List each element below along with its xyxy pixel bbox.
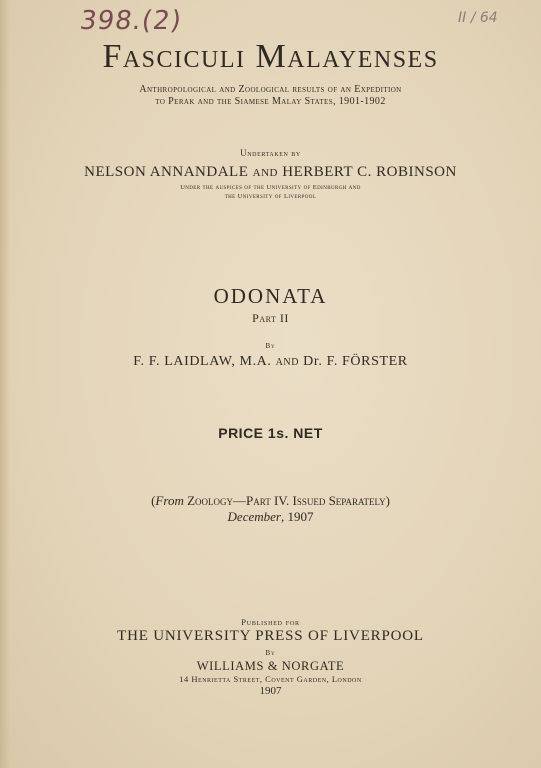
author-forster: Dr. F. FÖRSTER <box>303 354 408 369</box>
author-laidlaw: F. F. LAIDLAW, M.A. <box>133 354 272 369</box>
undertaken-by: Undertaken by <box>240 148 301 158</box>
origin-date <box>0 509 541 525</box>
auspices-line1: Under the auspices of the University of Edinburgh and <box>180 184 361 191</box>
origin-open-paren: ( <box>151 493 156 508</box>
press-name: THE UNIVERSITY PRESS OF LIVERPOOL <box>117 628 424 644</box>
corner-note-handwriting: II / 64 <box>458 10 498 26</box>
shelfmark-handwriting: 398.(2) <box>77 6 184 36</box>
auspices-line2: the University of Liverpool <box>224 193 317 200</box>
publisher-name: WILLIAMS & NORGATE <box>196 659 345 673</box>
authors <box>0 354 541 370</box>
authors-conjunction: and <box>275 354 300 369</box>
imprint-year: 1907 <box>259 685 282 697</box>
origin-rest: Zoology—Part IV. Issued Separately) <box>183 493 390 508</box>
price: PRICE 1s. NET <box>218 425 323 441</box>
expedition-leaders <box>0 164 541 181</box>
series-subtitle-line2: to Perak and the Siamese Malay States, 1901-1902 <box>155 96 386 107</box>
leaders-conjunction: and <box>252 164 278 180</box>
series-subtitle-line1: Anthropological and Zoological results of an Expedition <box>139 84 402 95</box>
by-label: By <box>265 342 276 350</box>
publisher-address: 14 Henrietta Street, Covent Garden, London <box>179 674 362 684</box>
leader-robinson: HERBERT C. ROBINSON <box>282 164 457 180</box>
origin-note <box>0 493 541 509</box>
origin-date-month: December <box>227 509 281 524</box>
leader-annandale: NELSON ANNANDALE <box>84 164 249 180</box>
work-part: Part II <box>252 311 289 325</box>
origin-from: From <box>155 493 184 508</box>
imprint-by: By <box>265 649 276 657</box>
series-title: Fasciculi Malayenses <box>102 38 439 75</box>
origin-date-year: , 1907 <box>280 509 314 524</box>
work-title: ODONATA <box>213 284 328 308</box>
published-for: Published for <box>241 617 300 627</box>
